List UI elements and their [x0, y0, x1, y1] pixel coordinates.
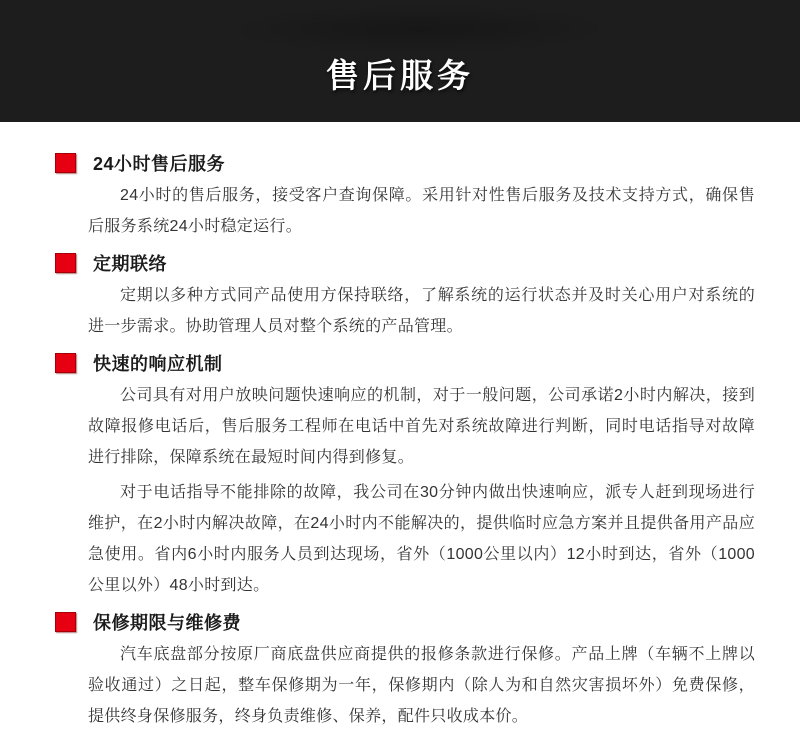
- red-square-bullet-icon: [55, 353, 76, 373]
- red-square-bullet-icon: [55, 153, 76, 173]
- red-square-bullet-icon: [55, 612, 76, 632]
- watermark-smudge: [228, 8, 612, 50]
- section-header-row: [45, 150, 755, 176]
- section-paragraph: 公司具有对用户放映问题快速响应的机制，对于一般问题，公司承诺2小时内解决，接到故障报修电话后，售后服务工程师在电话中首先对系统故障进行判断，同时电话指导对故障进行排除，保障系统在最短时间内得到修复。: [88, 387, 755, 466]
- section-24hour-service: [45, 150, 755, 242]
- section-regular-contact: [45, 250, 755, 342]
- section-header-row: [45, 350, 755, 376]
- content-area: [0, 122, 800, 732]
- section-heading: 定期联络: [93, 254, 167, 274]
- section-heading: 保修期限与维修费: [93, 613, 241, 633]
- page-title: 售后服务: [326, 56, 474, 94]
- section-paragraph: 定期以多种方式同产品使用方保持联络，了解系统的运行状态并及时关心用户对系统的进一步需求。协助管理人员对整个系统的产品管理。: [88, 287, 755, 335]
- section-paragraph: 对于电话指导不能排除的故障，我公司在30分钟内做出快速响应，派专人赶到现场进行维护，在2小时内解决故障，在24小时内不能解决的，提供临时应急方案并且提供备用产品应急使用。省内6小时内服务人员到达现场，省外（1000公里以内）12小时到达，省外（1000公里以外）48小时到达。: [88, 484, 755, 594]
- section-header-row: [45, 250, 755, 276]
- section-header-row: [45, 609, 755, 635]
- section-paragraph: 汽车底盘部分按原厂商底盘供应商提供的报修条款进行保修。产品上牌（车辆不上牌以验收通过）之日起，整车保修期为一年，保修期内（除人为和自然灾害损坏外）免费保修，提供终身保修服务，终身负责维修、保养，配件只收成本价。: [88, 646, 755, 725]
- header-banner: [0, 0, 800, 122]
- section-heading: 24小时售后服务: [93, 154, 226, 174]
- section-warranty-fees: [45, 609, 755, 732]
- red-square-bullet-icon: [55, 253, 76, 273]
- section-quick-response: [45, 350, 755, 601]
- section-heading: 快速的响应机制: [93, 354, 223, 374]
- section-paragraph: 24小时的售后服务，接受客户查询保障。采用针对性售后服务及技术支持方式，确保售后服务系统24小时稳定运行。: [88, 187, 755, 235]
